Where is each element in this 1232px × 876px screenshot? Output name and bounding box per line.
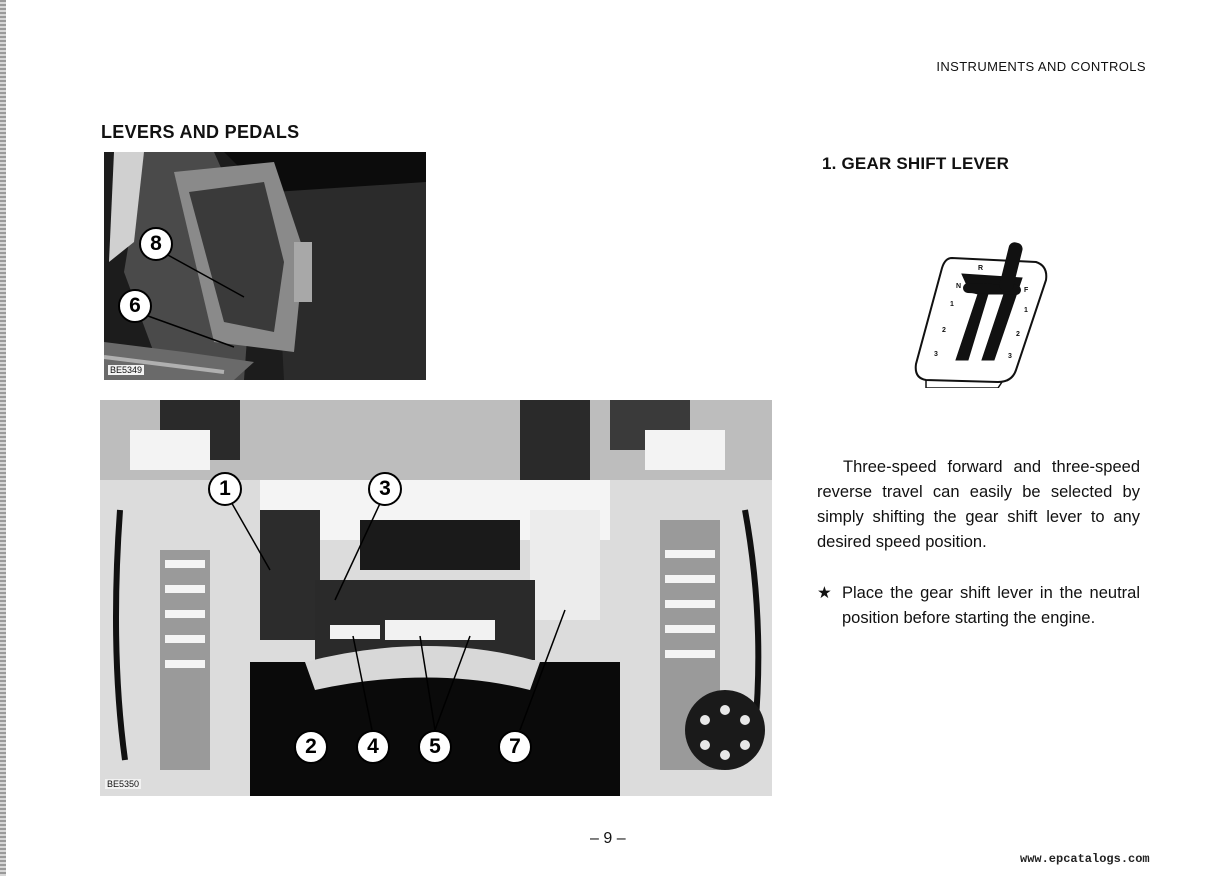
gear-label-fwd-1: 1 xyxy=(1024,307,1028,314)
callout-1: 1 xyxy=(208,472,242,506)
photo-code-top: BE5349 xyxy=(110,365,143,375)
section-title: LEVERS AND PEDALS xyxy=(101,122,300,142)
photo-levers-top xyxy=(104,152,426,380)
photo-levers-top-image xyxy=(104,152,426,380)
photo-code-bottom: BE5350 xyxy=(107,779,140,789)
callout-4: 4 xyxy=(356,730,390,764)
callout-7: 7 xyxy=(498,730,532,764)
item-body xyxy=(817,455,1140,555)
item-note xyxy=(817,581,1140,631)
note-text: Place the gear shift lever in the neutral position before starting the engine. xyxy=(842,584,1140,627)
photo-levers-bottom xyxy=(100,400,772,796)
callout-6: 6 xyxy=(118,289,152,323)
gear-label-rev-2: 2 xyxy=(942,327,946,334)
gear-label-fwd-3: 3 xyxy=(1008,353,1012,360)
gear-label-r: R xyxy=(978,265,984,272)
callout-5: 5 xyxy=(418,730,452,764)
item-body-paragraph: Three-speed forward and three-speed reverse travel can easily be selected by simply shifting the gear shift lever to any desired speed position. xyxy=(817,458,1140,551)
gear-label-n: N xyxy=(956,283,962,290)
gear-label-rev-3: 3 xyxy=(934,351,938,358)
page-number: – 9 – xyxy=(590,830,626,847)
note-star-icon: ★ xyxy=(817,584,832,602)
callout-8: 8 xyxy=(139,227,173,261)
running-head: INSTRUMENTS AND CONTROLS xyxy=(936,59,1146,74)
gear-shift-pattern-diagram xyxy=(912,232,1052,388)
binding-edge xyxy=(0,0,6,876)
gear-label-f: F xyxy=(1024,287,1029,294)
gear-label-rev-1: 1 xyxy=(950,301,954,308)
watermark: www.epcatalogs.com xyxy=(1020,852,1150,866)
gear-label-fwd-2: 2 xyxy=(1016,331,1020,338)
callout-3: 3 xyxy=(368,472,402,506)
callout-2: 2 xyxy=(294,730,328,764)
item-heading: 1. GEAR SHIFT LEVER xyxy=(822,154,1010,173)
